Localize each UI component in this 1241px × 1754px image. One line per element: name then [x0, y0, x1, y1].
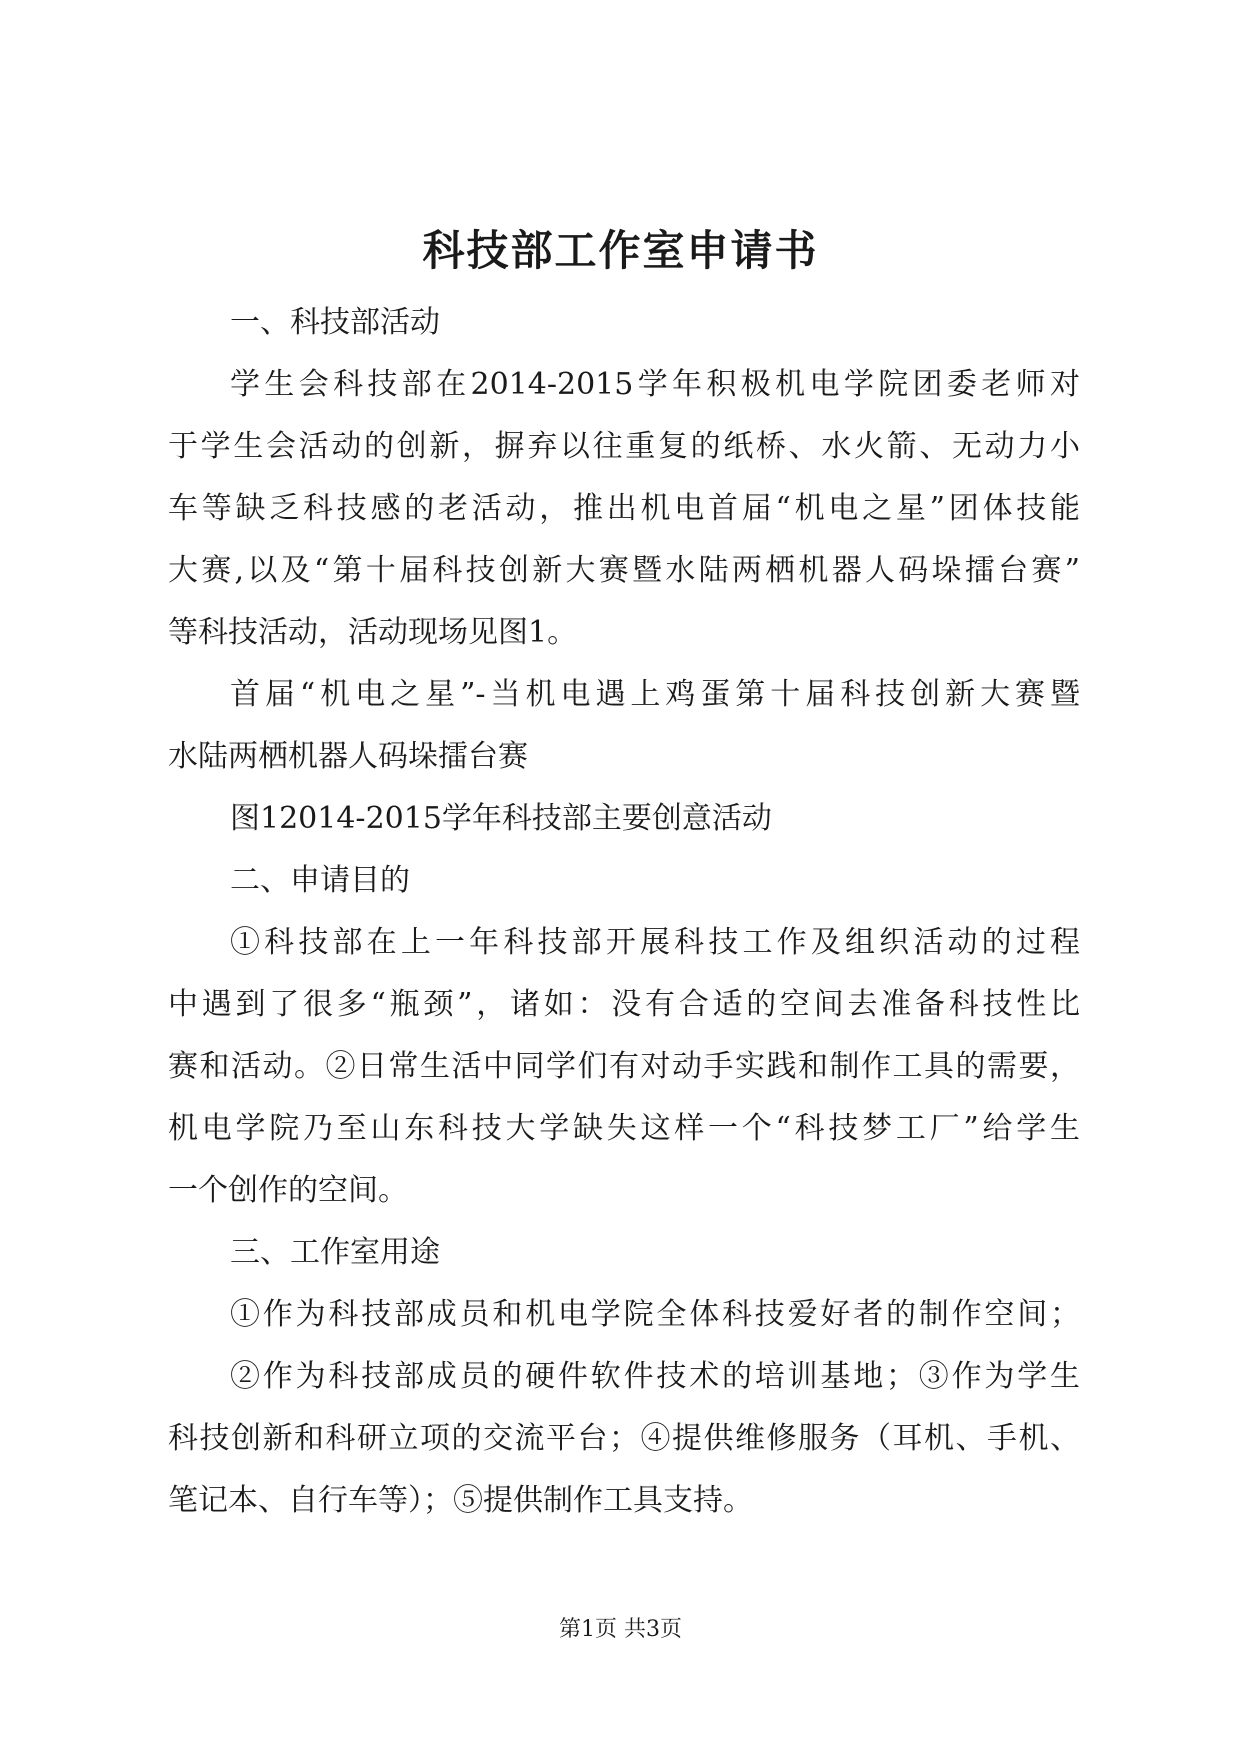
paragraph-line: ②作为科技部成员的硬件软件技术的培训基地；③作为学生 — [230, 1359, 1080, 1394]
paragraph-line: 首届“机电之星”-当机电遇上鸡蛋第十届科技创新大赛暨 — [230, 677, 1080, 712]
document-body — [168, 292, 1080, 1532]
paragraph-line: 赛和活动。②日常生活中同学们有对动手实践和制作工具的需要， — [168, 1049, 1080, 1084]
paragraph-line: 于学生会活动的创新，摒弃以往重复的纸桥、水火箭、无动力小 — [168, 429, 1080, 464]
paragraph-line: 大赛,以及“第十届科技创新大赛暨水陆两栖机器人码垛擂台赛” — [168, 553, 1080, 588]
document-title: 科技部工作室申请书 — [422, 226, 819, 275]
page-number: 第1页 共3页 — [559, 1617, 682, 1642]
figure-caption: 图12014-2015学年科技部主要创意活动 — [230, 801, 772, 836]
section-heading-usage: 三、工作室用途 — [230, 1235, 440, 1270]
section-heading-activities: 一、科技部活动 — [230, 305, 440, 340]
paragraph-line: 等科技活动，活动现场见图1。 — [168, 615, 578, 650]
section-heading-purpose: 二、申请目的 — [230, 863, 410, 898]
paragraph-line: 科技创新和科研立项的交流平台；④提供维修服务（耳机、手机、 — [168, 1421, 1080, 1456]
paragraph-line: 学生会科技部在2014-2015学年积极机电学院团委老师对 — [230, 367, 1080, 402]
paragraph-line: ①科技部在上一年科技部开展科技工作及组织活动的过程 — [230, 925, 1080, 960]
paragraph-line: 笔记本、自行车等）；⑤提供制作工具支持。 — [168, 1483, 753, 1518]
paragraph-line: 车等缺乏科技感的老活动，推出机电首届“机电之星”团体技能 — [168, 491, 1080, 526]
paragraph-line: 中遇到了很多“瓶颈”，诸如：没有合适的空间去准备科技性比 — [168, 987, 1080, 1022]
paragraph-line: ①作为科技部成员和机电学院全体科技爱好者的制作空间； — [230, 1297, 1080, 1332]
paragraph-line: 水陆两栖机器人码垛擂台赛 — [168, 739, 528, 774]
paragraph-line: 一个创作的空间。 — [168, 1173, 408, 1208]
paragraph-line: 机电学院乃至山东科技大学缺失这样一个“科技梦工厂”给学生 — [168, 1111, 1080, 1146]
